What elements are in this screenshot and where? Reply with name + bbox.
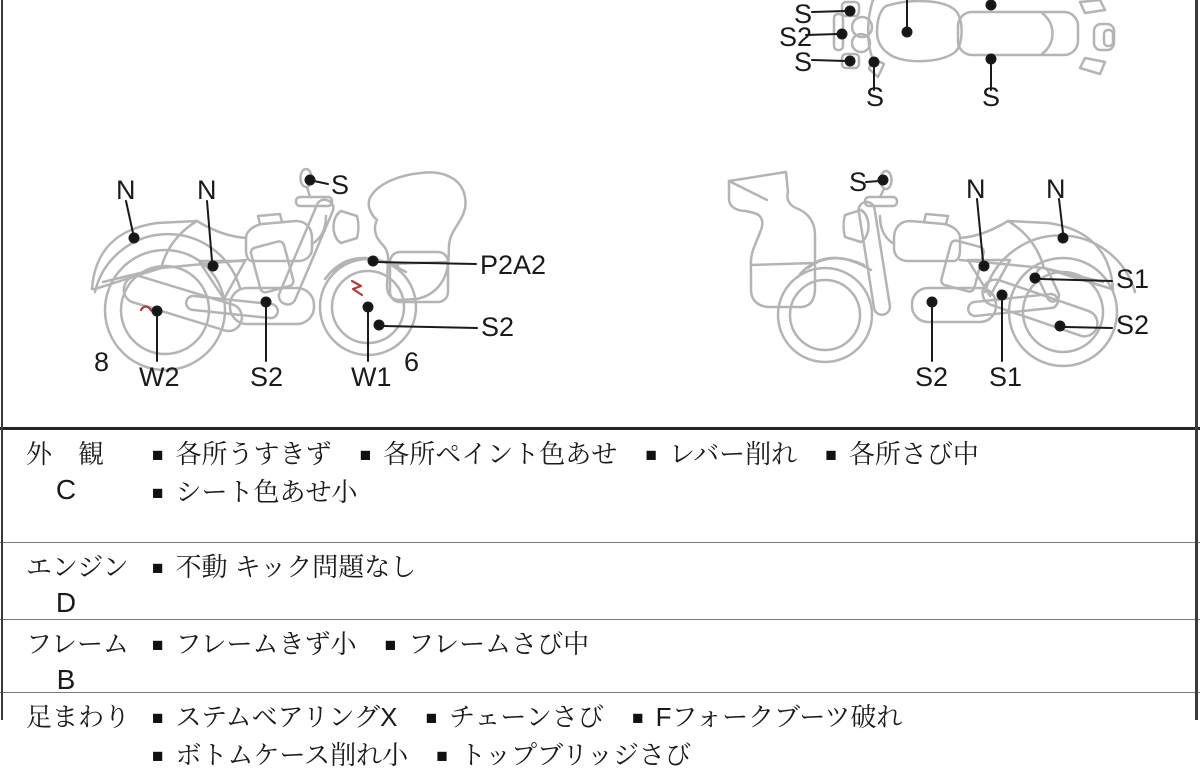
marker-label-n: N (116, 175, 136, 205)
table-row-exterior (0, 430, 1200, 543)
marker-label-6: 6 (404, 347, 420, 377)
category-label: 外 観 (26, 439, 105, 469)
marker-label-n: N (197, 175, 217, 205)
bullet-square-icon: ■ (152, 708, 164, 729)
category-label: エンジン (26, 552, 129, 582)
category-label: 足まわり (26, 702, 131, 732)
category-cell (0, 693, 152, 753)
marker-label-s2: S2 (1116, 310, 1150, 340)
bullet-square-icon: ■ (152, 635, 164, 656)
table-row-engine (0, 543, 1200, 620)
condition-item-text: シート色あせ小 (175, 477, 358, 507)
condition-item-text: 各所さび中 (848, 439, 979, 469)
side-view-motorcycle-left (92, 169, 466, 370)
condition-item-text: レバー削れ (668, 439, 798, 469)
category-cell (0, 543, 152, 619)
right-border-line (1195, 0, 1198, 720)
condition-item-text: 各所ペイント色あせ (383, 439, 618, 469)
condition-item-text: チェーンさび (449, 702, 604, 732)
bullet-square-icon: ■ (359, 445, 372, 466)
condition-item-text: 不動 キック問題なし (175, 552, 417, 582)
condition-item-text: 各所うすきず (175, 439, 332, 469)
condition-item (426, 700, 604, 738)
marker-label-s: S (794, 47, 813, 77)
marker-label-s: S (794, 0, 813, 29)
category-label: フレーム (26, 629, 129, 659)
condition-table (0, 427, 1200, 770)
marker-label-s: S (866, 82, 885, 112)
marker-label-n: N (1046, 174, 1066, 204)
condition-item-text: ステムベアリングX (175, 702, 398, 732)
marker-label-s2: S2 (779, 22, 813, 52)
condition-item (152, 550, 416, 588)
condition-item-text: フレームきず小 (175, 629, 357, 659)
condition-item (152, 475, 358, 513)
bullet-square-icon: ■ (152, 483, 164, 504)
bullet-square-icon: ■ (645, 445, 657, 466)
condition-item (152, 738, 408, 776)
condition-item (825, 437, 979, 475)
condition-item (152, 627, 356, 665)
marker-label-s2: S2 (915, 362, 949, 392)
marker-label-n: N (966, 174, 986, 204)
table-row-frame (0, 620, 1200, 693)
condition-items (152, 430, 1200, 542)
grade-value: D (55, 587, 77, 618)
table-row-undercarriage (0, 693, 1200, 770)
condition-item (645, 437, 797, 475)
condition-items (152, 543, 1200, 619)
left-border-line (1, 0, 3, 720)
marker-label-s: S (982, 82, 1001, 112)
bullet-square-icon: ■ (425, 708, 438, 729)
marker-label-s2: S2 (481, 312, 515, 342)
leader-lines (126, 0, 1112, 361)
condition-item (152, 700, 397, 738)
marker-label-s2: S2 (250, 362, 284, 392)
bullet-square-icon: ■ (825, 445, 837, 466)
grade-value: B (56, 664, 76, 695)
marker-label-s: S (331, 170, 350, 200)
grade-value: C (55, 474, 77, 505)
marker-label-s: S (849, 167, 868, 197)
marker-label-p2a2: P2A2 (480, 250, 547, 280)
bullet-square-icon: ■ (632, 708, 644, 729)
condition-item-text: Fフォークブーツ破れ (655, 702, 903, 732)
bullet-square-icon: ■ (152, 558, 164, 579)
marker-label-s1: S1 (1116, 264, 1150, 294)
condition-item (385, 627, 589, 665)
condition-item (632, 700, 902, 738)
bullet-square-icon: ■ (152, 746, 164, 767)
condition-item (360, 437, 618, 475)
marker-label-s1: S1 (989, 362, 1023, 392)
condition-item-text: フレームさび中 (408, 629, 590, 659)
condition-items (152, 620, 1200, 692)
bullet-square-icon: ■ (436, 746, 448, 767)
category-cell (0, 620, 152, 695)
condition-item (436, 738, 691, 776)
condition-item-text: トップブリッジさび (459, 740, 692, 770)
category-cell (0, 430, 152, 542)
marker-label-w1: W1 (351, 362, 392, 392)
bullet-square-icon: ■ (384, 635, 397, 656)
condition-item (152, 437, 332, 475)
marker-label-8: 8 (94, 347, 110, 377)
condition-item-text: ボトムケース削れ小 (175, 740, 409, 770)
condition-items (152, 693, 1200, 770)
bullet-square-icon: ■ (152, 445, 164, 466)
marker-label-w2: W2 (139, 362, 180, 392)
